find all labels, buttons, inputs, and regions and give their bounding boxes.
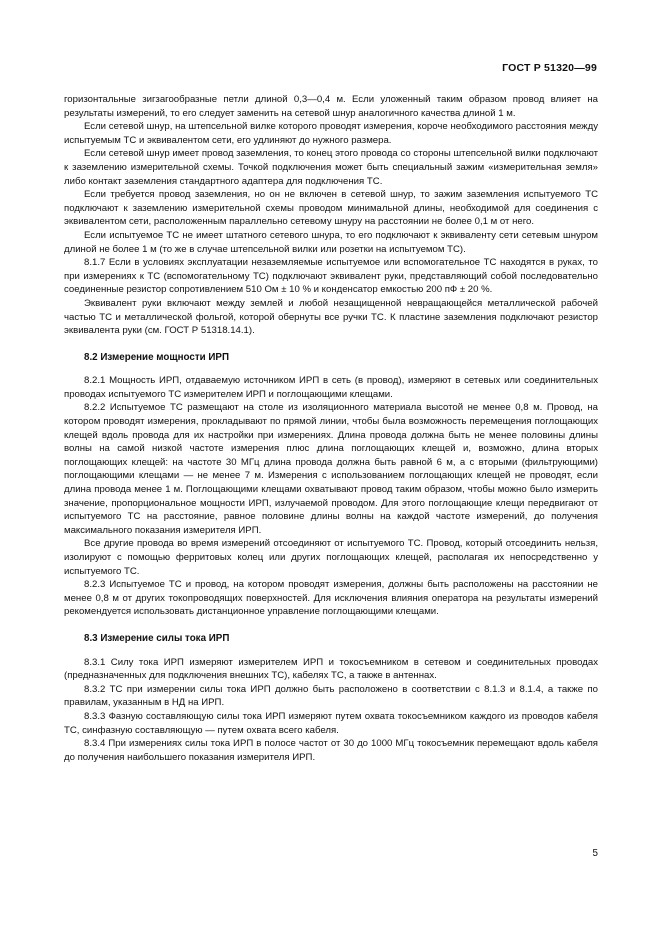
paragraph: 8.3.1 Силу тока ИРП измеряют измерителем ИРП и токосъемником в сетевом и соединительных проводах (предназначенных для подключения внешних ТС), кабелях ТС, а также в антеннах. xyxy=(64,656,598,682)
document-body xyxy=(64,93,598,764)
paragraph: Эквивалент руки включают между землей и любой незащищенной невращающейся металлической рабочей частью ТС и металлической фольгой, которой обернуты все ручки ТС. К пластине заземления подключают резистор эквивалента руки (см. ГОСТ Р 51318.14.1). xyxy=(64,297,598,337)
paragraph: 8.2.1 Мощность ИРП, отдаваемую источником ИРП в сеть (в провод), измеряют в сетевых или соединительных проводах испытуемого ТС измерителем ИРП и поглощающими клещами. xyxy=(64,375,598,400)
paragraph: 8.2.3 Испытуемое ТС и провод, на котором проводят измерения, должны быть расположены на расстоянии не менее 0,8 м от других токопроводящих поверхностей. Для исключения влияния оператора на результаты измерений рекомендуется использовать дистанционное управление поглощающими клещами. xyxy=(64,579,598,618)
paragraph: Если сетевой шнур, на штепсельной вилке которого проводят измерения, короче необходимого расстояния между испытуемым ТС и эквивалентом сети, его удлиняют до нужного размера. xyxy=(64,121,598,146)
paragraph: 8.3.4 При измерениях силы тока ИРП в полосе частот от 30 до 1000 МГц токосъемник перемещают вдоль кабеля до получения наибольшего показания измерителя ИРП. xyxy=(64,738,598,763)
paragraph: Если сетевой шнур имеет провод заземления, то конец этого провода со стороны штепсельной вилки подключают к заземлению измерительной схемы. Точкой подключения может быть специальный зажим «измерительная земля» либо контакт заземления стандартного адаптера для подключения ТС. xyxy=(64,148,598,187)
paragraph: 8.3.2 ТС при измерении силы тока ИРП должно быть расположено в соответствии с 8.1.3 и 8.1.4, а также по правилам, указанным в НД на ИРП. xyxy=(64,683,598,709)
paragraph: 8.1.7 Если в условиях эксплуатации незаземляемые испытуемое или вспомогательное ТС находятся в руках, то при измерениях к ТС (вспомогательному ТС) подключают эквивалент руки, представляющий собой последовательно соединенные резистор сопротивлением 510 Ом ± 10 % и конденсатор емкостью 200 пФ ± 20 %. xyxy=(64,257,598,296)
paragraph: 8.3.3 Фазную составляющую силы тока ИРП измеряют путем охвата токосъемником каждого из проводов кабеля ТС, синфазную составляющую — путем охвата всего кабеля. xyxy=(64,710,598,736)
document-header: ГОСТ Р 51320—99 xyxy=(502,62,597,74)
section-heading: 8.3 Измерение силы тока ИРП xyxy=(84,632,230,644)
page-number: 5 xyxy=(592,848,598,859)
paragraph: Если испытуемое ТС не имеет штатного сетевого шнура, то его подключают к эквиваленту сети сетевым шнуром длиной не более 1 м (то же в случае штепсельной вилки или розетки на испытуемом ТС). xyxy=(64,229,598,255)
paragraph: Все другие провода во время измерений отсоединяют от испытуемого ТС. Провод, который отсоединить нельзя, изолируют с помощью ферритовых колец или других поглощающих клещей, располагая их непосредственно у испытуемого ТС. xyxy=(64,538,598,577)
paragraph: 8.2.2 Испытуемое ТС размещают на столе из изоляционного материала высотой не менее 0,8 м. Провод, на котором проводят измерения, прокладывают по прямой линии, чтобы была возможность перемещения поглощающих клещей вдоль провода для их настройки при измерениях. Длина провода должна быть не менее половины длины волны на самой низкой частоте измерения плюс длина поглощающих клещей и, возможно, длина вторых поглощающих клещей: на частоте 30 МГц длина провода должна быть равной 6 м, а с вторыми (фильтрующими) поглощающими клещами — не менее 7 м. Измерения с использованием поглощающих клещей не проводят, если длина провода менее 1 м. Поглощающими клещами охватывают провод таким образом, чтобы можно было измерить значение, пропорциональное мощности ИРП, излучаемой проводом. Для этого поглощающие клещи передвигают от испытуемого ТС на расстояние, равное половине длины волны на каждой частоте измерений, до получения максимального показания измерителя ИРП. xyxy=(64,402,598,536)
paragraph: Если требуется провод заземления, но он не включен в сетевой шнур, то зажим заземления испытуемого ТС подключают к заземлению измерительной схемы проводом минимальной длины, необходимой для соединения с эквивалентом сети, расположенным параллельно сетевому шнуру на расстоянии не более 0,1 м от него. xyxy=(64,189,598,228)
section-heading: 8.2 Измерение мощности ИРП xyxy=(84,351,229,363)
paragraph: горизонтальные зигзагообразные петли длиной 0,3—0,4 м. Если уложенный таким образом провод влияет на результаты измерений, то его следует заменить на сетевой шнур аналогичного качества длиной 1 м. xyxy=(64,94,598,119)
